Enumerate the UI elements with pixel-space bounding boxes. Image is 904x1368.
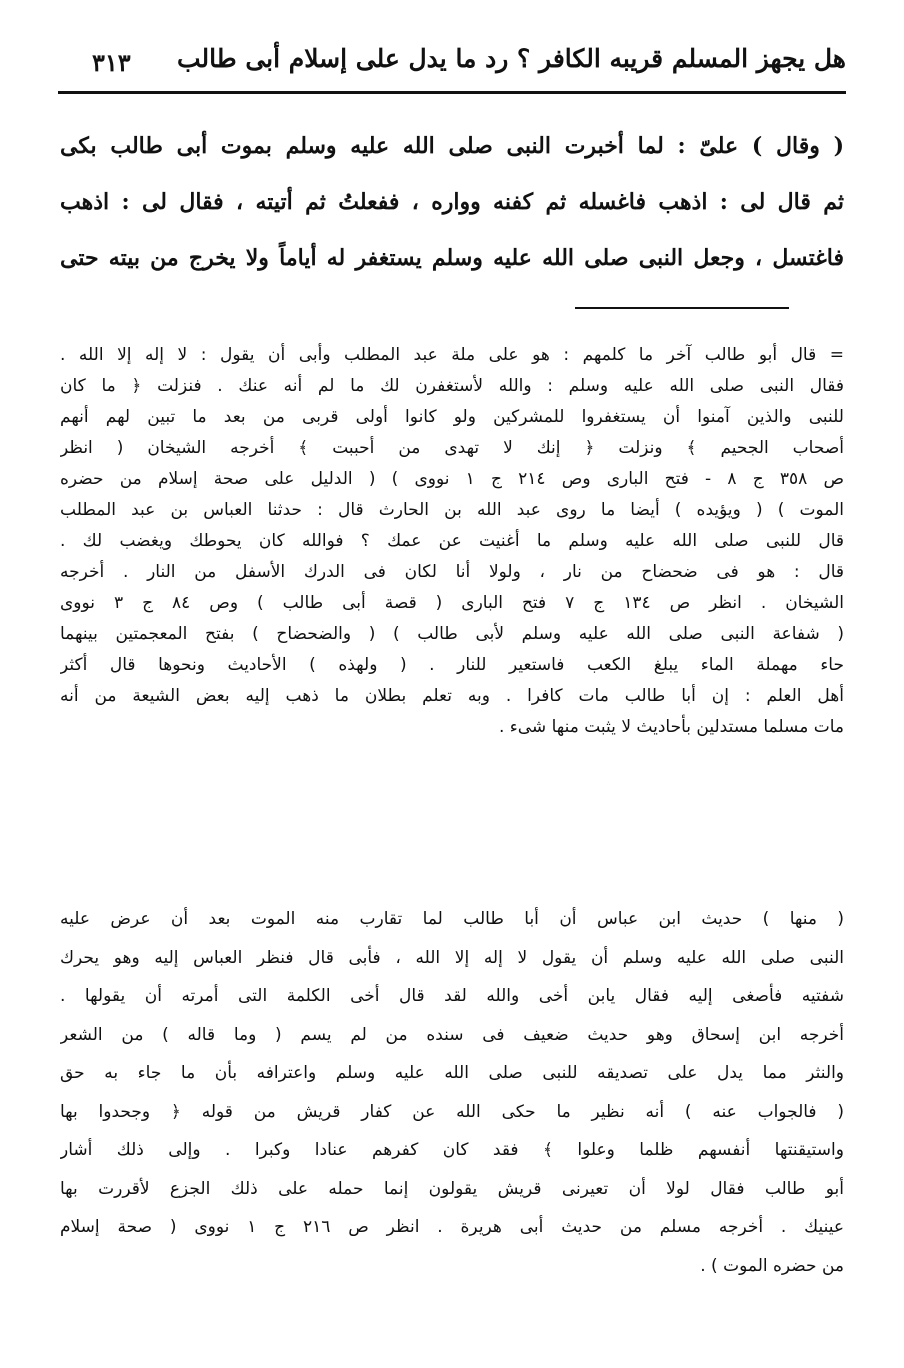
footnote-line: للنبى والذين آمنوا أن يستغفروا للمشركين ولو كانوا أولى قربى من بعد ما تبين لهم أنهم <box>60 407 844 427</box>
continuation-line: من حضره الموت ) . <box>700 1255 844 1276</box>
page-number: ٣١٣ <box>92 48 131 77</box>
main-line: ( وقال ) علىّ : لما أخبرت النبى صلى الله عليه وسلم بموت أبى طالب بكى <box>60 133 844 159</box>
footnote-line: الشيخان . انظر ص ١٣٤ ج ٧ فتح البارى ( قصة أبى طالب ) وص ٨٤ ج ٣ نووى <box>60 593 844 613</box>
continuation-line: شفتيه فأصغى إليه فقال يابن أخى والله لقد قال أخى الكلمة التى أمرته أن يقولها . <box>60 986 844 1006</box>
main-line: فاغتسل ، وجعل النبى صلى الله عليه وسلم يستغفر له أياماً ولا يخرج من بيته حتى <box>60 245 844 271</box>
page-header <box>58 40 846 94</box>
header-rule <box>58 91 846 94</box>
continuation-line: أخرجه ابن إسحاق وهو حديث ضعيف فى سنده من لم يسم ( وما قاله ) من الشعر <box>60 1024 844 1045</box>
footnote-line: حاء مهملة الماء يبلغ الكعب فاستعير للنار . ( ولهذه ) الأحاديث ونحوها قال أكثر <box>60 655 844 675</box>
footnote-line: مات مسلما مستدلين بأحاديث لا يثبت منها شىء . <box>498 717 844 737</box>
footnote-line: ( شفاعة النبى صلى الله عليه وسلم لأبى طالب ) ( والضحضاح ) بفتح المعجمتين بينهما <box>60 624 844 644</box>
footnote-line: ص ٣٥٨ ج ٨ - فتح البارى وص ٢١٤ ج ١ نووى ) ( الدليل على صحة إسلام من حضره <box>60 469 844 489</box>
footnote-line: = قال أبو طالب آخر ما كلمهم : هو على ملة عبد المطلب وأبى أن يقول : لا إله إلا الله . <box>60 345 844 365</box>
footnote-line: أهل العلم : إن أبا طالب مات كافرا . وبه تعلم بطلان ما ذهب إليه بعض الشيعة من أنه <box>60 686 844 706</box>
main-text <box>60 118 844 286</box>
continuation-line: أبو طالب فقال لولا أن تعيرنى قريش يقولون إنما حمله على ذلك الجزع لأقررت بها <box>60 1178 844 1199</box>
continuation-line: والنثر مما يدل على تصديقه للنبى صلى الله عليه وسلم واعترافه بأن ما جاء به حق <box>60 1063 844 1083</box>
continuation-line: ( فالجواب عنه ) أنه نظير ما حكى الله عن كفار قريش من قوله ﴿ وجحدوا بها <box>60 1101 844 1122</box>
footnote-line: قال للنبى صلى الله عليه وسلم ما أغنيت عن عمك ؟ فوالله كان يحوطك ويغضب لك . <box>60 531 844 551</box>
footnote-line: أصحاب الجحيم ﴾ ونزلت ﴿ إنك لا تهدى من أحببت ﴾ أخرجه الشيخان ( انظر <box>60 438 844 458</box>
continuation-line: ( منها ) حديث ابن عباس أن أبا طالب لما تقارب منه الموت بعد أن عرض عليه <box>60 909 844 929</box>
continuation-line: عينيك . أخرجه مسلم من حديث أبى هريرة . انظر ص ٢١٦ ج ١ نووى ( صحة إسلام <box>60 1217 844 1237</box>
footnote-line: فقال النبى صلى الله عليه وسلم : والله لأستغفرن لك ما لم أنه عنك . فنزلت ﴿ ما كان <box>60 376 844 396</box>
main-line: ثم قال لى : اذهب فاغسله ثم كفنه وواره ، ففعلتُ ثم أتيته ، فقال لى : اذهب <box>60 189 844 215</box>
continuation-block <box>60 900 844 1285</box>
footnote-line: قال : هو فى ضحضاح من نار ، ولولا أنا لكان فى الدرك الأسفل من النار . أخرجه <box>60 562 844 582</box>
running-title: هل يجهز المسلم قريبه الكافر ؟ رد ما يدل على إسلام أبى طالب <box>176 44 846 73</box>
footnote-rule <box>575 307 789 309</box>
footnote-line: الموت ) ( ويؤيده ) أيضا ما روى عبد الله بن الحارث قال : حدثنا العباس بن عبد المطلب <box>60 500 844 520</box>
continuation-line: النبى صلى الله عليه وسلم أن يقول لا إله إلا الله ، فأبى قال فنظر العباس إليه وهو يحرك <box>60 947 844 968</box>
continuation-line: واستيقنتها أنفسهم ظلما وعلوا ﴾ فقد كان كفرهم عنادا وكبرا . وإلى ذلك أشار <box>60 1140 844 1160</box>
footnote-block <box>60 340 844 743</box>
